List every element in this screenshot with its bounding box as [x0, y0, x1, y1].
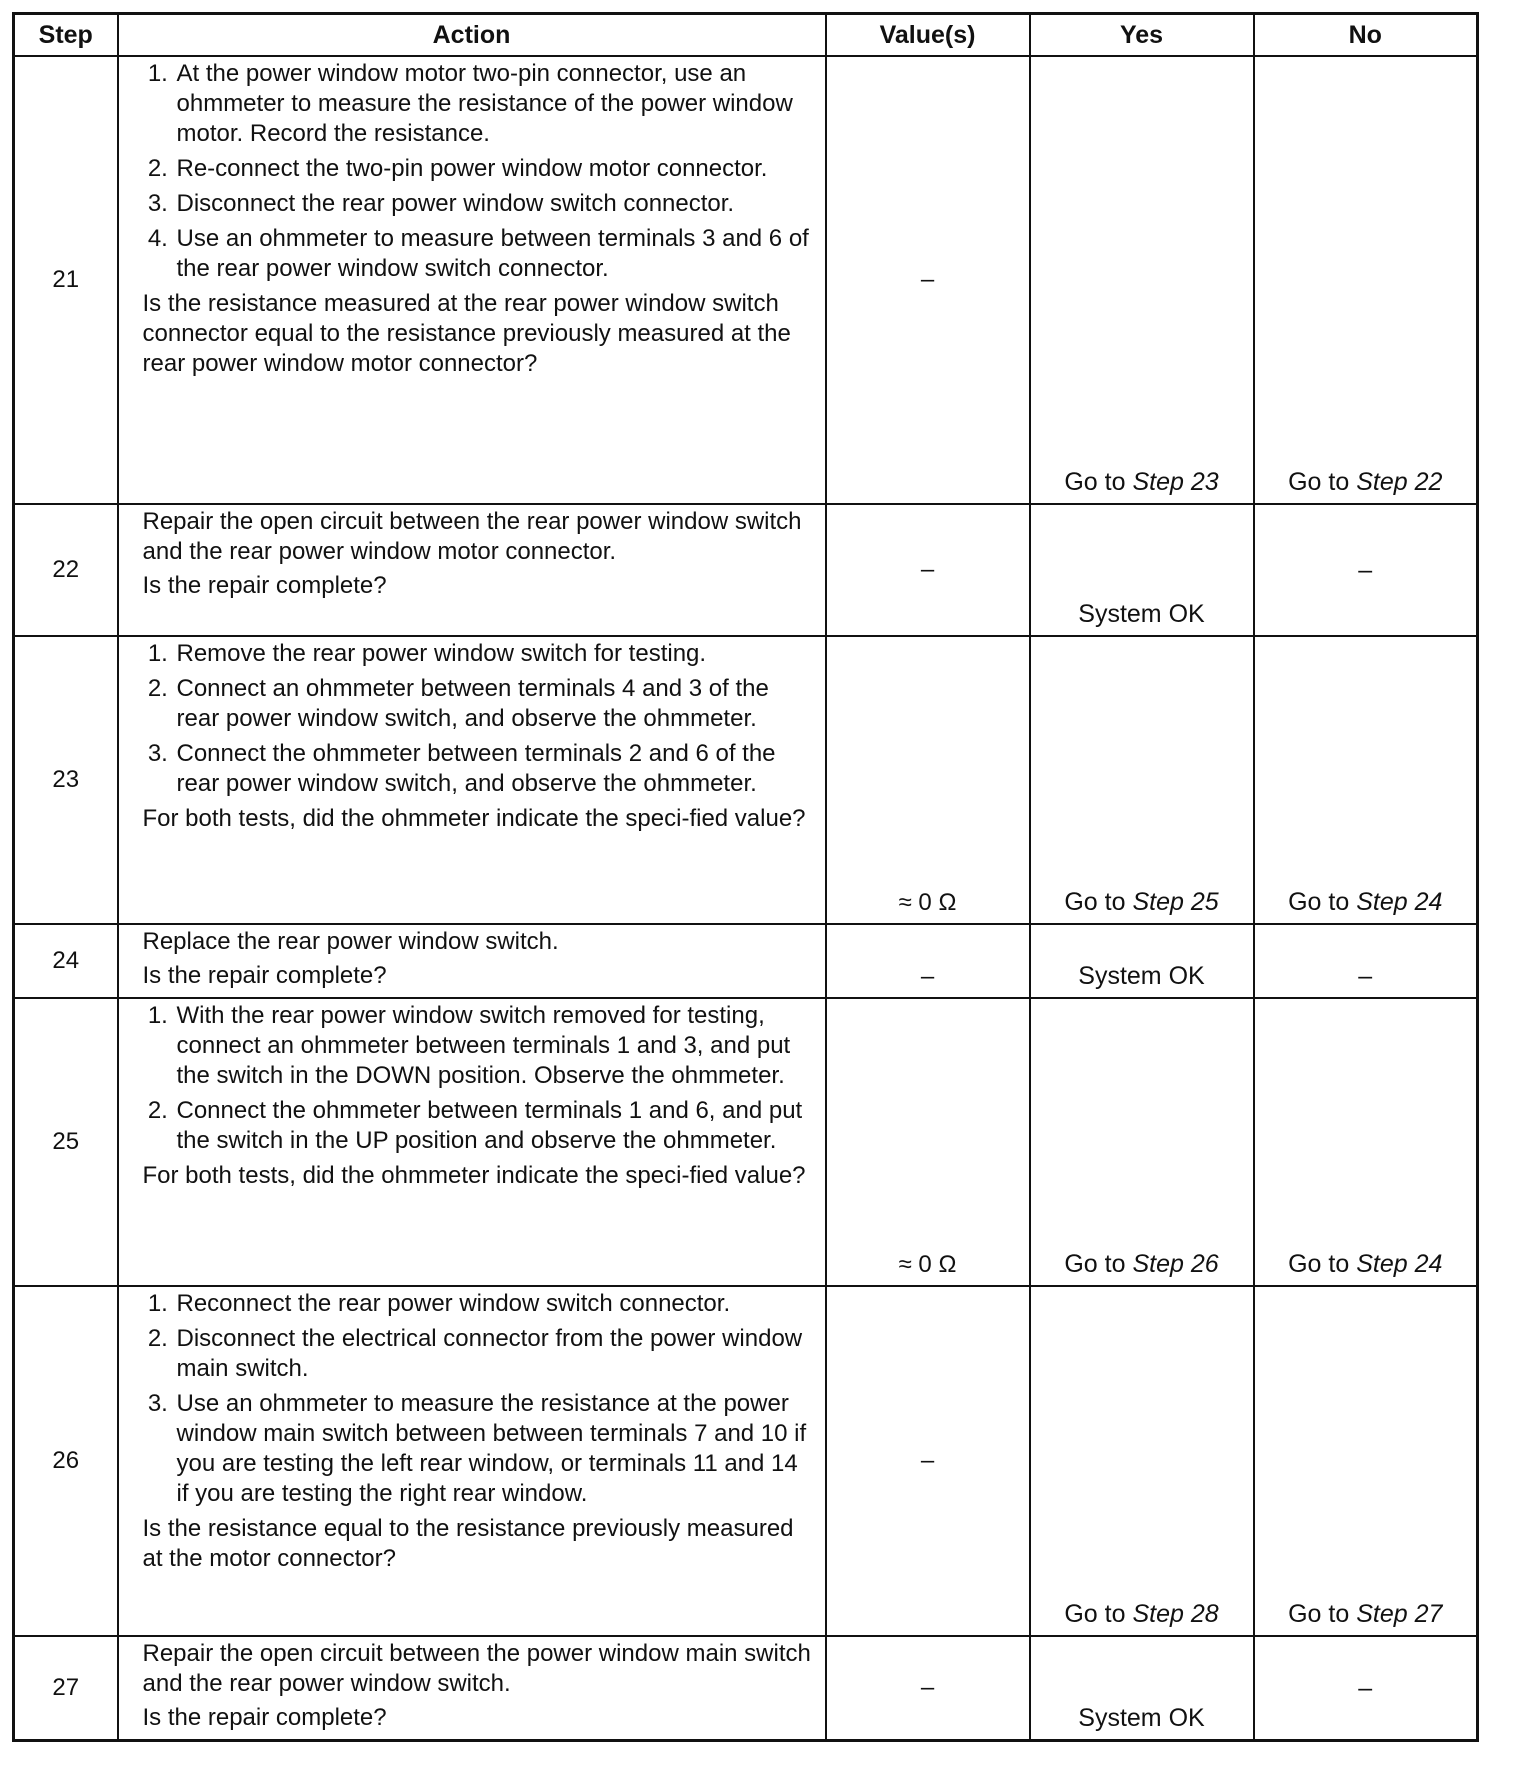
no-step-link[interactable]: Step 22	[1356, 468, 1443, 496]
yes-lead: Go to	[1064, 468, 1133, 496]
substep: 1. With the rear power window switch removed for testing, connect an ohmmeter between terminals 1 and 3, and put the switch in the DOWN position. Observe the ohmmeter.	[175, 1001, 815, 1091]
substep-list	[143, 59, 815, 284]
no-lead: Go to	[1288, 468, 1357, 496]
yes-cell	[1030, 1286, 1254, 1636]
value-cell: ≈ 0 Ω	[826, 636, 1030, 924]
table-row	[14, 924, 1478, 998]
value-cell: –	[826, 924, 1030, 998]
no-lead: Go to	[1288, 1600, 1357, 1628]
action-text: Repair the open circuit between the power window main switch and the rear power window switch.	[142, 1640, 811, 1697]
no-lead: Go to	[1288, 1250, 1357, 1278]
substep-list	[143, 1289, 815, 1509]
question-text: Is the resistance equal to the resistance previously measured at the motor connector?	[142, 1515, 794, 1572]
substep: 2. Disconnect the electrical connector from the power window main switch.	[175, 1324, 815, 1384]
yes-cell	[1030, 1636, 1254, 1741]
substep: 1. Remove the rear power window switch for testing.	[175, 639, 815, 669]
action-text: Replace the rear power window switch.	[142, 928, 559, 955]
substep: 1. Reconnect the rear power window switch connector.	[175, 1289, 815, 1319]
header-step: Step	[14, 14, 118, 57]
no-cell	[1254, 998, 1478, 1286]
question-text: Is the repair complete?	[142, 1704, 387, 1731]
header-values: Value(s)	[826, 14, 1030, 57]
action-cell	[118, 636, 826, 924]
question-text: Is the repair complete?	[142, 962, 387, 989]
step-number: 22	[14, 504, 118, 636]
yes-cell	[1030, 504, 1254, 636]
step-number: 26	[14, 1286, 118, 1636]
action-cell	[118, 1636, 826, 1741]
substep: 4. Use an ohmmeter to measure between terminals 3 and 6 of the rear power window switch connector.	[175, 224, 815, 284]
yes-lead: Go to	[1064, 1600, 1133, 1628]
header-yes: Yes	[1030, 14, 1254, 57]
no-cell	[1254, 1636, 1478, 1741]
diagnostic-table	[12, 12, 1479, 1742]
no-cell	[1254, 924, 1478, 998]
value-cell: ≈ 0 Ω	[826, 998, 1030, 1286]
substep: 3. Disconnect the rear power window switch connector.	[175, 189, 815, 219]
step-number: 25	[14, 998, 118, 1286]
yes-step-link[interactable]: Step 23	[1132, 468, 1219, 496]
action-cell	[118, 998, 826, 1286]
step-number: 27	[14, 1636, 118, 1741]
substep: 2. Connect the ohmmeter between terminals 1 and 6, and put the switch in the UP position and observe the ohmmeter.	[175, 1096, 815, 1156]
no-lead: –	[1358, 962, 1373, 990]
yes-lead: System OK	[1078, 962, 1205, 990]
substep-list	[143, 1001, 815, 1156]
header-no: No	[1254, 14, 1478, 57]
question-text: Is the resistance measured at the rear power window switch connector equal to the resistance previously measured at the rear power window motor connector?	[142, 290, 791, 377]
question-text: For both tests, did the ohmmeter indicate the speci-fied value?	[142, 805, 806, 832]
action-text: Repair the open circuit between the rear power window switch and the rear power window motor connector.	[142, 508, 802, 565]
action-cell	[118, 56, 826, 504]
yes-lead: System OK	[1078, 600, 1205, 628]
no-step-link[interactable]: Step 27	[1356, 1600, 1443, 1628]
no-lead: –	[1358, 1674, 1373, 1702]
table-row	[14, 1636, 1478, 1741]
substep: 3. Use an ohmmeter to measure the resistance at the power window main switch between between terminals 7 and 10 if you are testing the left rear window, or terminals 11 and 14 if you are testing the right rear window.	[175, 1389, 815, 1509]
action-cell	[118, 1286, 826, 1636]
header-action: Action	[118, 14, 826, 57]
step-number: 24	[14, 924, 118, 998]
table-row	[14, 998, 1478, 1286]
table-row	[14, 504, 1478, 636]
table-row	[14, 56, 1478, 504]
action-cell	[118, 504, 826, 636]
step-number: 23	[14, 636, 118, 924]
substep: 1. At the power window motor two-pin connector, use an ohmmeter to measure the resistance of the power window motor. Record the resistance.	[175, 59, 815, 149]
yes-step-link[interactable]: Step 26	[1132, 1250, 1219, 1278]
yes-cell	[1030, 998, 1254, 1286]
substep: 2. Re-connect the two-pin power window motor connector.	[175, 154, 815, 184]
step-number: 21	[14, 56, 118, 504]
diagnostic-table-sheet	[12, 12, 1476, 1742]
yes-lead: Go to	[1064, 1250, 1133, 1278]
yes-lead: Go to	[1064, 888, 1133, 916]
no-lead: Go to	[1288, 888, 1357, 916]
yes-step-link[interactable]: Step 25	[1132, 888, 1219, 916]
no-cell	[1254, 1286, 1478, 1636]
no-step-link[interactable]: Step 24	[1356, 1250, 1443, 1278]
yes-step-link[interactable]: Step 28	[1132, 1600, 1219, 1628]
yes-cell	[1030, 636, 1254, 924]
no-step-link[interactable]: Step 24	[1356, 888, 1443, 916]
table-row	[14, 636, 1478, 924]
header-row	[14, 14, 1478, 57]
yes-lead: System OK	[1078, 1704, 1205, 1732]
no-cell	[1254, 56, 1478, 504]
value-cell: –	[826, 1636, 1030, 1741]
no-cell	[1254, 504, 1478, 636]
value-cell: –	[826, 56, 1030, 504]
action-cell	[118, 924, 826, 998]
question-text: For both tests, did the ohmmeter indicate the speci-fied value?	[142, 1162, 806, 1189]
substep: 3. Connect the ohmmeter between terminals 2 and 6 of the rear power window switch, and observe the ohmmeter.	[175, 739, 815, 799]
yes-cell	[1030, 56, 1254, 504]
table-row	[14, 1286, 1478, 1636]
no-cell	[1254, 636, 1478, 924]
no-lead: –	[1358, 556, 1373, 584]
value-cell: –	[826, 504, 1030, 636]
value-cell: –	[826, 1286, 1030, 1636]
question-text: Is the repair complete?	[142, 572, 387, 599]
yes-cell	[1030, 924, 1254, 998]
substep-list	[143, 639, 815, 799]
substep: 2. Connect an ohmmeter between terminals 4 and 3 of the rear power window switch, and observe the ohmmeter.	[175, 674, 815, 734]
